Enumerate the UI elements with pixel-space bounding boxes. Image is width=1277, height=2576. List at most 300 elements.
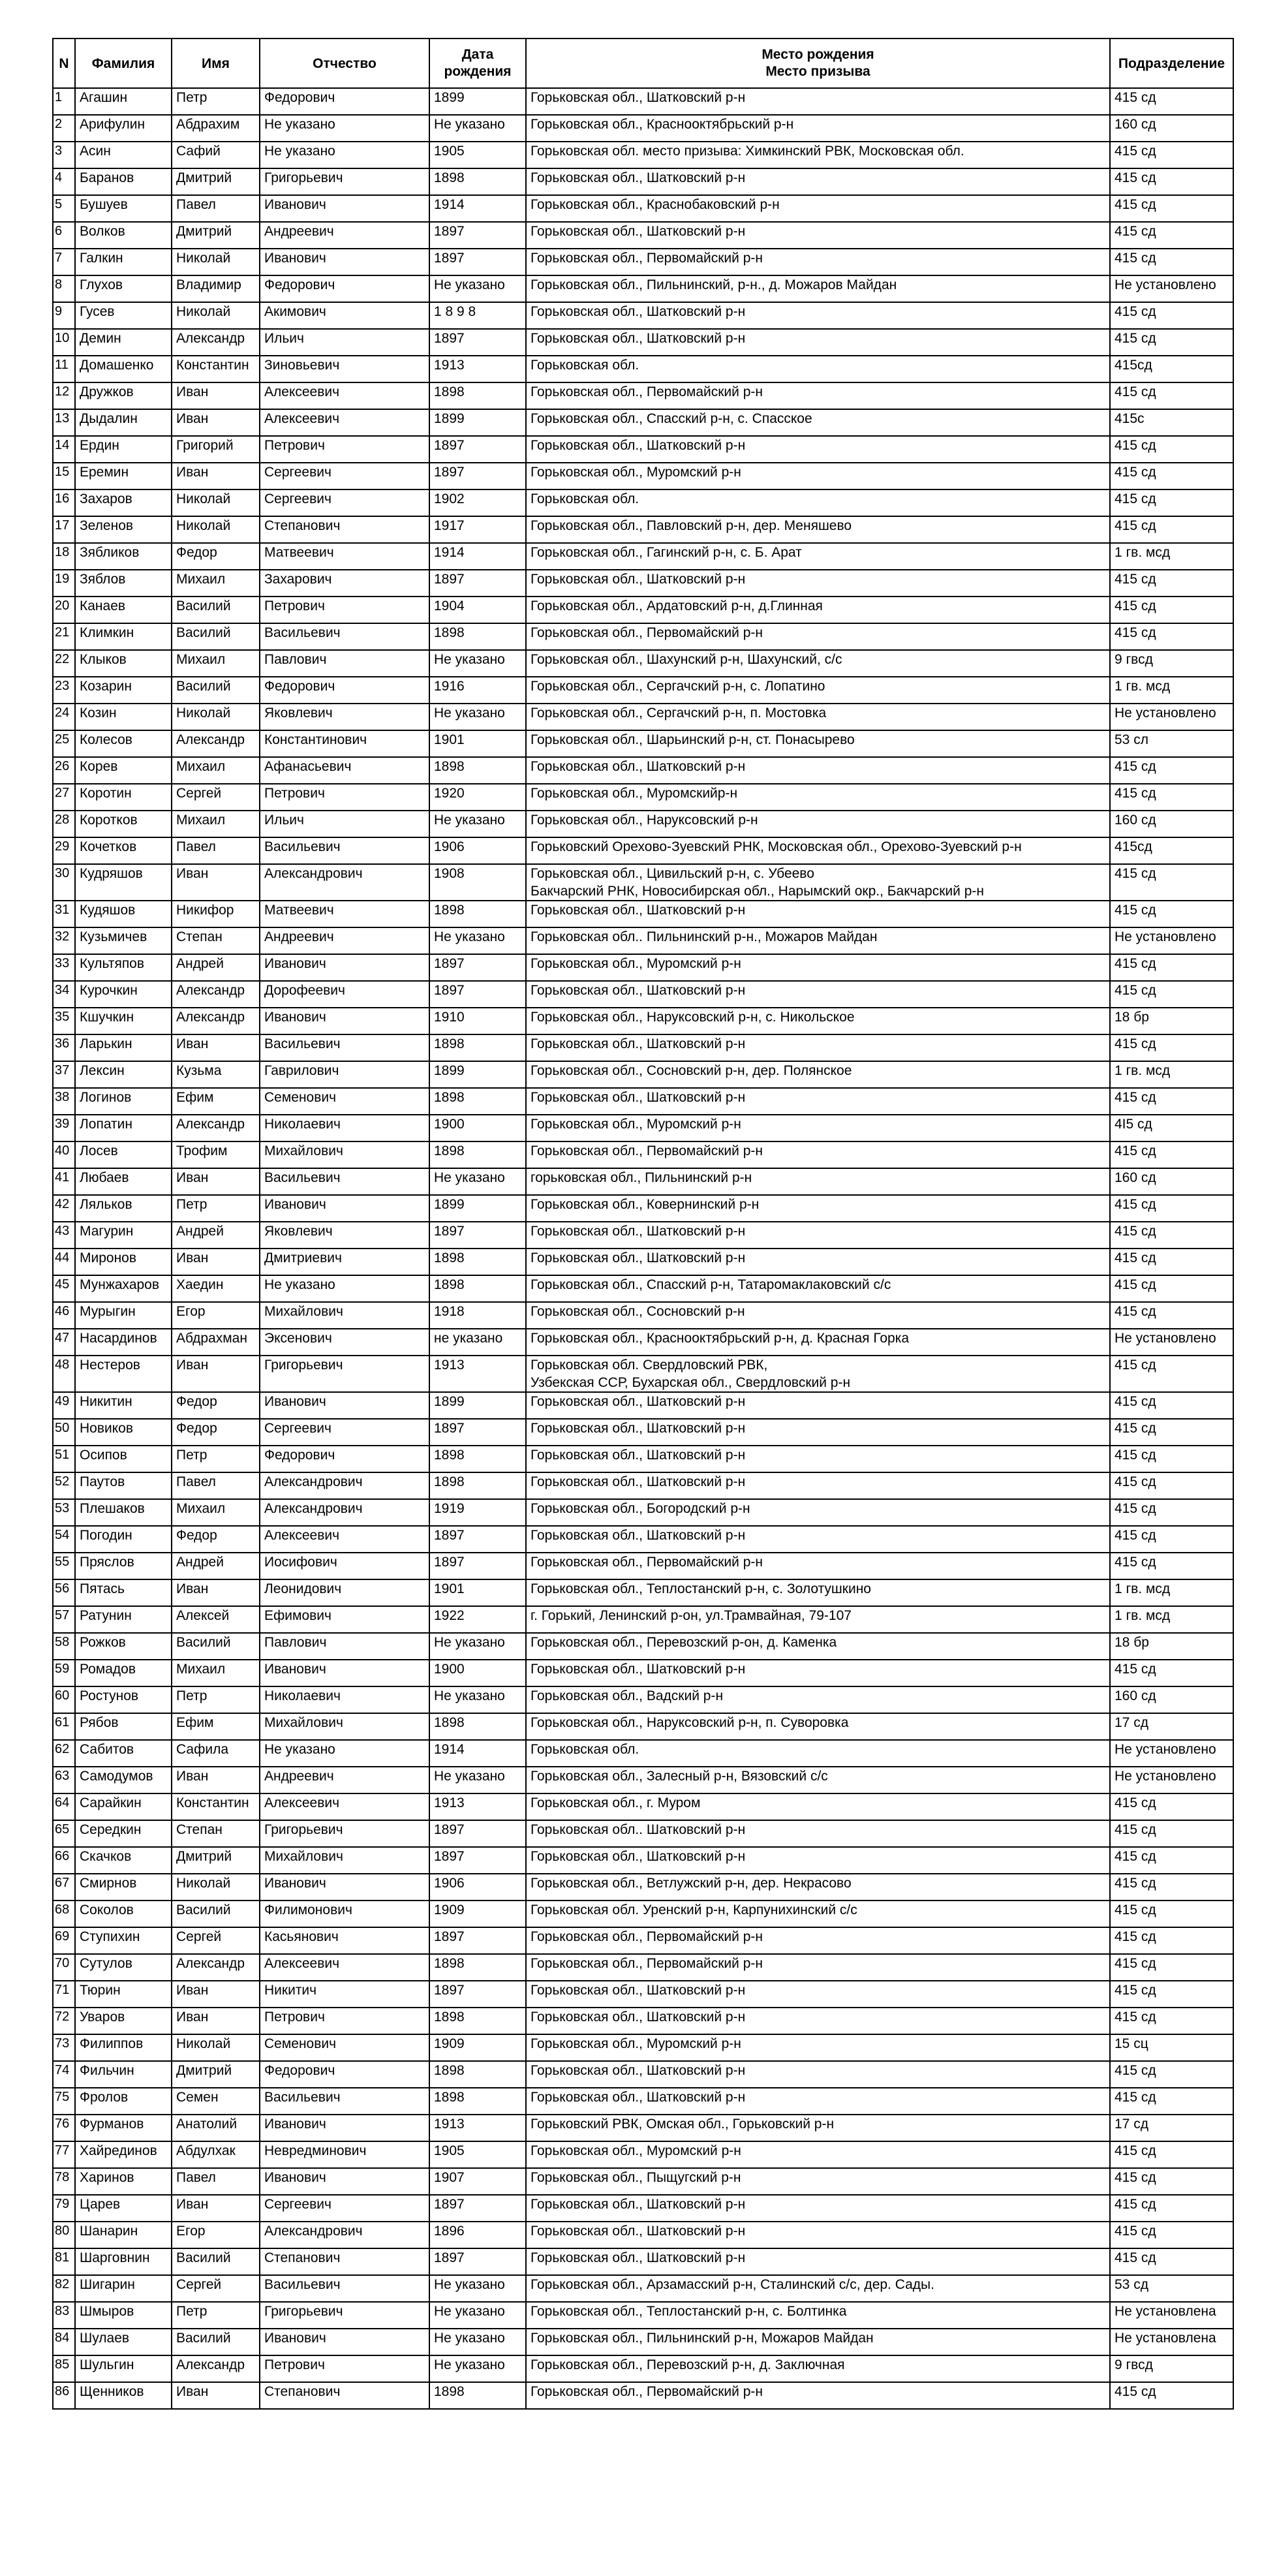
- table-row: [53, 1526, 1233, 1553]
- surname-cell: Кочетков: [75, 837, 172, 864]
- name-cell: Дмитрий: [172, 2061, 260, 2088]
- name-cell: Александр: [172, 981, 260, 1008]
- patronymic-cell: Григорьевич: [260, 2302, 429, 2329]
- table-row: [53, 1553, 1233, 1579]
- birth-year-cell: 1918: [429, 1302, 526, 1329]
- table-row: [53, 1329, 1233, 1356]
- row-number: 32: [53, 927, 75, 954]
- unit-cell: 160 сд: [1110, 115, 1233, 142]
- surname-cell: Хайрединов: [75, 2141, 172, 2168]
- surname-cell: Зяблов: [75, 570, 172, 597]
- unit-cell: Не установлено: [1110, 927, 1233, 954]
- birth-year-cell: 1898: [429, 1141, 526, 1168]
- patronymic-cell: Сергеевич: [260, 1419, 429, 1446]
- place-cell: горьковская обл., Пильнинский р-н: [526, 1168, 1110, 1195]
- surname-cell: Нестеров: [75, 1356, 172, 1392]
- table-row: [53, 1008, 1233, 1034]
- birth-year-cell: Не указано: [429, 115, 526, 142]
- patronymic-cell: Иванович: [260, 1008, 429, 1034]
- patronymic-cell: Иванович: [260, 2329, 429, 2355]
- place-cell: Горьковская обл., Теплостанский р-н, с. Золотушкино: [526, 1579, 1110, 1606]
- name-cell: Трофим: [172, 1141, 260, 1168]
- row-number: 8: [53, 275, 75, 302]
- table-row: [53, 1767, 1233, 1793]
- surname-cell: Фильчин: [75, 2061, 172, 2088]
- surname-cell: Арифулин: [75, 115, 172, 142]
- name-cell: Сафила: [172, 1740, 260, 1767]
- table-row: [53, 1713, 1233, 1740]
- row-number: 33: [53, 954, 75, 981]
- name-cell: Иван: [172, 1356, 260, 1392]
- row-number: 40: [53, 1141, 75, 1168]
- table-row: [53, 1061, 1233, 1088]
- birth-year-cell: 1898: [429, 1954, 526, 1981]
- name-cell: Павел: [172, 195, 260, 222]
- surname-cell: Магурин: [75, 1222, 172, 1249]
- patronymic-cell: Сергеевич: [260, 489, 429, 516]
- unit-cell: 1 гв. мсд: [1110, 1579, 1233, 1606]
- place-cell: Горьковская обл., Муромский р-н: [526, 2141, 1110, 2168]
- place-cell: Горьковская обл., Шатковский р-н: [526, 1981, 1110, 2008]
- row-number: 52: [53, 1472, 75, 1499]
- table-row: [53, 1141, 1233, 1168]
- place-cell: Горьковская обл., Муромский р-н: [526, 1115, 1110, 1141]
- birth-year-cell: 1897: [429, 954, 526, 981]
- unit-cell: 415 сд: [1110, 1981, 1233, 2008]
- name-cell: Михаил: [172, 757, 260, 784]
- row-number: 66: [53, 1847, 75, 1874]
- place-cell: Горьковская обл., Шатковский р-н: [526, 2248, 1110, 2275]
- birth-year-cell: 1897: [429, 570, 526, 597]
- patronymic-cell: Захарович: [260, 570, 429, 597]
- table-row: [53, 543, 1233, 570]
- patronymic-cell: Яковлевич: [260, 1222, 429, 1249]
- surname-cell: Насардинов: [75, 1329, 172, 1356]
- name-cell: Михаил: [172, 570, 260, 597]
- surname-cell: Фурманов: [75, 2115, 172, 2141]
- name-cell: Григорий: [172, 436, 260, 463]
- row-number: 74: [53, 2061, 75, 2088]
- place-cell: Горьковская обл., Шатковский р-н: [526, 302, 1110, 329]
- place-cell: Горьковская обл., Богородский р-н: [526, 1499, 1110, 1526]
- row-number: 12: [53, 382, 75, 409]
- row-number: 86: [53, 2382, 75, 2409]
- unit-cell: 9 гвсд: [1110, 650, 1233, 677]
- row-number: 4: [53, 168, 75, 195]
- table-row: [53, 704, 1233, 730]
- patronymic-cell: Петрович: [260, 2355, 429, 2382]
- table-row: [53, 2115, 1233, 2141]
- row-number: 58: [53, 1633, 75, 1660]
- surname-cell: Дружков: [75, 382, 172, 409]
- birth-year-cell: 1904: [429, 597, 526, 623]
- surname-cell: Шанарин: [75, 2222, 172, 2248]
- birth-year-cell: Не указано: [429, 2302, 526, 2329]
- name-cell: Иван: [172, 864, 260, 901]
- surname-cell: Шигарин: [75, 2275, 172, 2302]
- row-number: 82: [53, 2275, 75, 2302]
- place-cell: Горьковская обл., Гагинский р-н, с. Б. Арат: [526, 543, 1110, 570]
- patronymic-cell: Николаевич: [260, 1686, 429, 1713]
- name-cell: Михаил: [172, 1499, 260, 1526]
- name-cell: Николай: [172, 2034, 260, 2061]
- surname-cell: Мунжахаров: [75, 1275, 172, 1302]
- table-row: [53, 1034, 1233, 1061]
- patronymic-cell: Иванович: [260, 2115, 429, 2141]
- patronymic-cell: Касьянович: [260, 1927, 429, 1954]
- surname-cell: Колесов: [75, 730, 172, 757]
- place-cell: Горьковская обл., Перевозский р-он, д. Каменка: [526, 1633, 1110, 1660]
- table-row: [53, 811, 1233, 837]
- birth-year-cell: Не указано: [429, 650, 526, 677]
- table-row: [53, 115, 1233, 142]
- place-cell: Горьковская обл., Шарьинский р-н, ст. Понасырево: [526, 730, 1110, 757]
- unit-cell: 415 сд: [1110, 302, 1233, 329]
- table-row: [53, 2061, 1233, 2088]
- row-number: 10: [53, 329, 75, 356]
- place-cell: Горьковская обл., Спасский р-н, Татаромаклаковский с/с: [526, 1275, 1110, 1302]
- row-number: 81: [53, 2248, 75, 2275]
- place-cell: Горьковская обл., Цивильский р-н, с. Убеево Бакчарский РНК, Новосибирская обл., Нарымский окр., Бакчарский р-н: [526, 864, 1110, 901]
- patronymic-cell: Иосифович: [260, 1553, 429, 1579]
- birth-year-cell: 1897: [429, 981, 526, 1008]
- surname-cell: Кудяшов: [75, 901, 172, 927]
- birth-year-cell: 1907: [429, 2168, 526, 2195]
- unit-cell: 415 сд: [1110, 1356, 1233, 1392]
- place-cell: Горьковский РВК, Омская обл., Горьковский р-н: [526, 2115, 1110, 2141]
- place-cell: Горьковская обл., Вадский р-н: [526, 1686, 1110, 1713]
- surname-cell: Тюрин: [75, 1981, 172, 2008]
- unit-cell: 415 сд: [1110, 623, 1233, 650]
- table-row: [53, 1579, 1233, 1606]
- patronymic-cell: Не указано: [260, 1740, 429, 1767]
- name-cell: Кузьма: [172, 1061, 260, 1088]
- surname-cell: Пряслов: [75, 1553, 172, 1579]
- row-number: 9: [53, 302, 75, 329]
- patronymic-cell: Федорович: [260, 1446, 429, 1472]
- name-cell: Сергей: [172, 2275, 260, 2302]
- table-row: [53, 2034, 1233, 2061]
- place-cell: г. Горький, Ленинский р-он, ул.Трамвайная, 79-107: [526, 1606, 1110, 1633]
- table-row: [53, 1981, 1233, 2008]
- name-cell: Николай: [172, 302, 260, 329]
- place-cell: Горьковская обл., Шатковский р-н: [526, 2061, 1110, 2088]
- unit-cell: Не установлено: [1110, 1767, 1233, 1793]
- table-row: [53, 677, 1233, 704]
- unit-cell: 415 сд: [1110, 142, 1233, 168]
- place-cell: Горьковская обл., Арзамасский р-н, Сталинский с/с, дер. Сады.: [526, 2275, 1110, 2302]
- birth-year-cell: 1898: [429, 1713, 526, 1740]
- row-number: 59: [53, 1660, 75, 1686]
- row-number: 57: [53, 1606, 75, 1633]
- surname-cell: Климкин: [75, 623, 172, 650]
- place-cell: Горьковская обл., Шатковский р-н: [526, 88, 1110, 115]
- patronymic-cell: Григорьевич: [260, 1820, 429, 1847]
- place-cell: Горьковская обл.. Пильнинский р-н., Можаров Майдан: [526, 927, 1110, 954]
- birth-year-cell: 1916: [429, 677, 526, 704]
- patronymic-cell: Федорович: [260, 677, 429, 704]
- birth-year-cell: 1913: [429, 1793, 526, 1820]
- surname-cell: Курочкин: [75, 981, 172, 1008]
- surname-cell: Асин: [75, 142, 172, 168]
- birth-year-cell: 1910: [429, 1008, 526, 1034]
- place-cell: Горьковская обл., Шатковский р-н: [526, 757, 1110, 784]
- table-row: [53, 757, 1233, 784]
- table-row: [53, 954, 1233, 981]
- surname-cell: Клыков: [75, 650, 172, 677]
- row-number: 16: [53, 489, 75, 516]
- table-row: [53, 88, 1233, 115]
- birth-year-cell: 1899: [429, 1195, 526, 1222]
- name-cell: Василий: [172, 1633, 260, 1660]
- surname-cell: Самодумов: [75, 1767, 172, 1793]
- row-number: 73: [53, 2034, 75, 2061]
- birth-year-cell: 1897: [429, 1820, 526, 1847]
- place-cell: Горьковская обл., Шатковский р-н: [526, 981, 1110, 1008]
- unit-cell: 415 сд: [1110, 1472, 1233, 1499]
- name-cell: Владимир: [172, 275, 260, 302]
- surname-cell: Смирнов: [75, 1874, 172, 1901]
- place-cell: Горьковская обл., Шатковский р-н: [526, 1446, 1110, 1472]
- name-cell: Иван: [172, 2008, 260, 2034]
- birth-year-cell: 1898: [429, 1275, 526, 1302]
- patronymic-cell: Михайлович: [260, 1847, 429, 1874]
- row-number: 43: [53, 1222, 75, 1249]
- surname-cell: Зябликов: [75, 543, 172, 570]
- place-cell: Горьковская обл., Сергачский р-н, п. Мостовка: [526, 704, 1110, 730]
- unit-cell: 415 сд: [1110, 1275, 1233, 1302]
- birth-year-cell: 1902: [429, 489, 526, 516]
- row-number: 29: [53, 837, 75, 864]
- table-row: [53, 1249, 1233, 1275]
- surname-cell: Сутулов: [75, 1954, 172, 1981]
- row-number: 76: [53, 2115, 75, 2141]
- birth-year-cell: 1897: [429, 2195, 526, 2222]
- unit-cell: 415 сд: [1110, 168, 1233, 195]
- unit-cell: 53 сл: [1110, 730, 1233, 757]
- patronymic-cell: Алексеевич: [260, 1793, 429, 1820]
- birth-year-cell: 1914: [429, 543, 526, 570]
- surname-cell: Середкин: [75, 1820, 172, 1847]
- name-cell: Александр: [172, 1008, 260, 1034]
- birth-year-cell: Не указано: [429, 1168, 526, 1195]
- patronymic-cell: Иванович: [260, 1874, 429, 1901]
- unit-cell: 1 гв. мсд: [1110, 1606, 1233, 1633]
- birth-year-cell: Не указано: [429, 704, 526, 730]
- patronymic-cell: Андреевич: [260, 927, 429, 954]
- place-cell: Горьковская обл.: [526, 1740, 1110, 1767]
- table-row: [53, 302, 1233, 329]
- name-cell: Андрей: [172, 954, 260, 981]
- surname-cell: Кудряшов: [75, 864, 172, 901]
- unit-cell: 415 сд: [1110, 597, 1233, 623]
- patronymic-cell: Не указано: [260, 1275, 429, 1302]
- place-cell: Горьковская обл., Первомайский р-н: [526, 382, 1110, 409]
- unit-cell: 415 сд: [1110, 1793, 1233, 1820]
- row-number: 39: [53, 1115, 75, 1141]
- name-cell: Николай: [172, 704, 260, 730]
- unit-cell: 415с: [1110, 409, 1233, 436]
- place-cell: Горьковская обл., Шатковский р-н: [526, 570, 1110, 597]
- surname-cell: Волков: [75, 222, 172, 249]
- unit-cell: 415 сд: [1110, 249, 1233, 275]
- name-cell: Петр: [172, 1446, 260, 1472]
- header-place: Место рождения Место призыва: [526, 39, 1110, 88]
- unit-cell: 415 сд: [1110, 1249, 1233, 1275]
- patronymic-cell: Не указано: [260, 142, 429, 168]
- row-number: 83: [53, 2302, 75, 2329]
- surname-cell: Ступихин: [75, 1927, 172, 1954]
- patronymic-cell: Ефимович: [260, 1606, 429, 1633]
- patronymic-cell: Павлович: [260, 650, 429, 677]
- surname-cell: Канаев: [75, 597, 172, 623]
- name-cell: Михаил: [172, 811, 260, 837]
- birth-year-cell: 1920: [429, 784, 526, 811]
- birth-year-cell: 1899: [429, 1392, 526, 1419]
- name-cell: Николай: [172, 489, 260, 516]
- table-row: [53, 2382, 1233, 2409]
- surname-cell: Зеленов: [75, 516, 172, 543]
- birth-year-cell: Не указано: [429, 2275, 526, 2302]
- row-number: 77: [53, 2141, 75, 2168]
- surname-cell: Кузьмичев: [75, 927, 172, 954]
- name-cell: Сафий: [172, 142, 260, 168]
- patronymic-cell: Александрович: [260, 1472, 429, 1499]
- table-row: [53, 329, 1233, 356]
- birth-year-cell: 1898: [429, 1249, 526, 1275]
- birth-year-cell: 1917: [429, 516, 526, 543]
- unit-cell: 415 сд: [1110, 2141, 1233, 2168]
- patronymic-cell: Андреевич: [260, 222, 429, 249]
- unit-cell: 415 сд: [1110, 463, 1233, 489]
- unit-cell: 415 сд: [1110, 2061, 1233, 2088]
- row-number: 68: [53, 1901, 75, 1927]
- name-cell: Федор: [172, 1526, 260, 1553]
- table-row: [53, 1302, 1233, 1329]
- table-row: [53, 1446, 1233, 1472]
- table-row: [53, 195, 1233, 222]
- row-number: 22: [53, 650, 75, 677]
- row-number: 20: [53, 597, 75, 623]
- birth-year-cell: не указано: [429, 1329, 526, 1356]
- table-row: [53, 1195, 1233, 1222]
- name-cell: Федор: [172, 543, 260, 570]
- unit-cell: Не установлено: [1110, 1329, 1233, 1356]
- name-cell: Павел: [172, 2168, 260, 2195]
- row-number: 15: [53, 463, 75, 489]
- row-number: 60: [53, 1686, 75, 1713]
- birth-year-cell: 1898: [429, 757, 526, 784]
- name-cell: Иван: [172, 2195, 260, 2222]
- surname-cell: Баранов: [75, 168, 172, 195]
- birth-year-cell: 1899: [429, 1061, 526, 1088]
- birth-year-cell: 1922: [429, 1606, 526, 1633]
- patronymic-cell: Семенович: [260, 2034, 429, 2061]
- birth-year-cell: 1898: [429, 2061, 526, 2088]
- surname-cell: Мурыгин: [75, 1302, 172, 1329]
- table-row: [53, 1793, 1233, 1820]
- birth-year-cell: 1913: [429, 2115, 526, 2141]
- table-row: [53, 730, 1233, 757]
- table-row: [53, 382, 1233, 409]
- surname-cell: Захаров: [75, 489, 172, 516]
- unit-cell: 415 сд: [1110, 2382, 1233, 2409]
- name-cell: Абдрахим: [172, 115, 260, 142]
- table-row: [53, 2248, 1233, 2275]
- place-cell: Горьковская обл., Шатковский р-н: [526, 2008, 1110, 2034]
- birth-year-cell: 1905: [429, 142, 526, 168]
- patronymic-cell: Иванович: [260, 2168, 429, 2195]
- table-row: [53, 1392, 1233, 1419]
- place-cell: Горьковская обл. Свердловский РВК, Узбекская ССР, Бухарская обл., Свердловский р-н: [526, 1356, 1110, 1392]
- name-cell: Иван: [172, 2382, 260, 2409]
- patronymic-cell: Не указано: [260, 115, 429, 142]
- row-number: 38: [53, 1088, 75, 1115]
- unit-cell: 17 сд: [1110, 1713, 1233, 1740]
- patronymic-cell: Петрович: [260, 436, 429, 463]
- row-number: 30: [53, 864, 75, 901]
- surname-cell: Рябов: [75, 1713, 172, 1740]
- table-row: [53, 901, 1233, 927]
- row-number: 47: [53, 1329, 75, 1356]
- header-num: N: [53, 39, 75, 88]
- place-cell: Горьковская обл., Залесный р-н, Вязовский с/с: [526, 1767, 1110, 1793]
- patronymic-cell: Иванович: [260, 954, 429, 981]
- name-cell: Иван: [172, 1579, 260, 1606]
- name-cell: Иван: [172, 1034, 260, 1061]
- unit-cell: 415 сд: [1110, 2168, 1233, 2195]
- table-row: [53, 597, 1233, 623]
- surname-cell: Пятась: [75, 1579, 172, 1606]
- table-row: [53, 1499, 1233, 1526]
- unit-cell: 15 сц: [1110, 2034, 1233, 2061]
- unit-cell: 415 сд: [1110, 784, 1233, 811]
- row-number: 11: [53, 356, 75, 382]
- name-cell: Василий: [172, 623, 260, 650]
- surname-cell: Ларькин: [75, 1034, 172, 1061]
- name-cell: Петр: [172, 88, 260, 115]
- birth-year-cell: 1898: [429, 382, 526, 409]
- patronymic-cell: Невредминович: [260, 2141, 429, 2168]
- patronymic-cell: Константинович: [260, 730, 429, 757]
- birth-year-cell: Не указано: [429, 2329, 526, 2355]
- birth-year-cell: 1896: [429, 2222, 526, 2248]
- patronymic-cell: Иванович: [260, 249, 429, 275]
- patronymic-cell: Иванович: [260, 1660, 429, 1686]
- surname-cell: Агашин: [75, 88, 172, 115]
- name-cell: Иван: [172, 1168, 260, 1195]
- row-number: 24: [53, 704, 75, 730]
- place-cell: Горьковская обл., Первомайский р-н: [526, 1954, 1110, 1981]
- header-patronymic: Отчество: [260, 39, 429, 88]
- place-cell: Горьковская обл., Ковернинский р-н: [526, 1195, 1110, 1222]
- row-number: 63: [53, 1767, 75, 1793]
- unit-cell: 415 сд: [1110, 329, 1233, 356]
- table-row: [53, 436, 1233, 463]
- surname-cell: Филиппов: [75, 2034, 172, 2061]
- patronymic-cell: Степанович: [260, 2248, 429, 2275]
- place-cell: Горьковская обл., Ветлужский р-н, дер. Некрасово: [526, 1874, 1110, 1901]
- row-number: 67: [53, 1874, 75, 1901]
- surname-cell: Скачков: [75, 1847, 172, 1874]
- patronymic-cell: Васильевич: [260, 1168, 429, 1195]
- surname-cell: Ратунин: [75, 1606, 172, 1633]
- unit-cell: 415 сд: [1110, 2008, 1233, 2034]
- birth-year-cell: Не указано: [429, 275, 526, 302]
- birth-year-cell: 1897: [429, 463, 526, 489]
- place-cell: Горьковская обл., Первомайский р-н: [526, 249, 1110, 275]
- name-cell: Федор: [172, 1419, 260, 1446]
